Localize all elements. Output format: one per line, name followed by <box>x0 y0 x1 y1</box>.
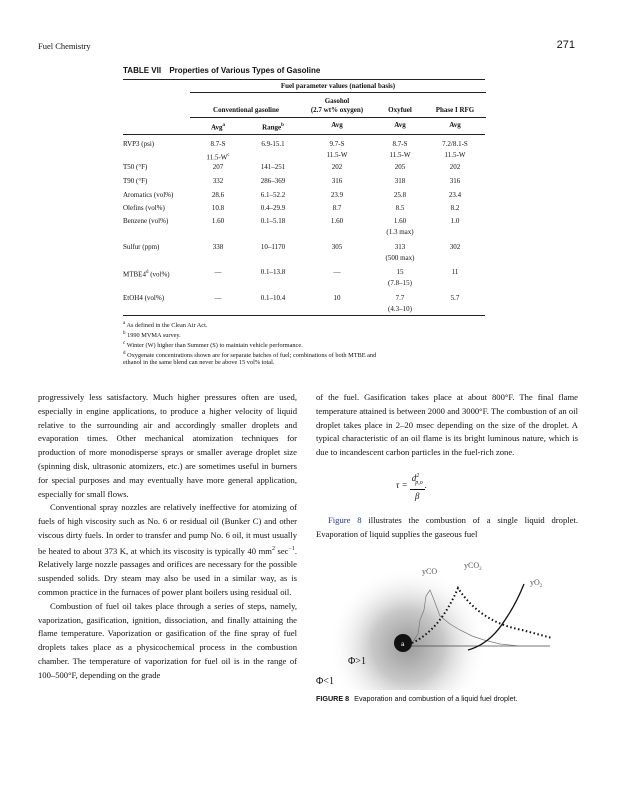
subhead-avg-rfg: Avg <box>449 121 461 129</box>
row-label: MTBE4$^d$ (vol%) <box>123 270 170 279</box>
cell-oxyfuel: 15 <box>396 268 404 276</box>
cell-gasohol: 9.7-S <box>329 140 345 148</box>
cell-avg: 1.60 <box>211 217 225 225</box>
cell-oxyfuel: 11.5-W <box>389 151 411 159</box>
header-bottom-rule <box>123 134 485 135</box>
cell-oxyfuel-max: (500 max) <box>385 254 415 262</box>
table-footnote: $^c$ Winter (W) higher than Summer (S) to maintain vehicle performance. <box>123 341 303 350</box>
table-title: Properties of Various Types of Gasoline <box>169 66 321 75</box>
cell-oxyfuel-range: (7.8–15) <box>388 279 412 287</box>
cell-range: 0.1–13.8 <box>260 268 286 276</box>
cell-rfg: 8.2 <box>450 204 460 212</box>
table-spanner: Fuel parameter values (national basis) <box>280 82 396 90</box>
label-yo2: $yO_2$ <box>530 578 543 589</box>
cell-oxyfuel-range: (4.3–10) <box>388 305 412 313</box>
subhead-range: Range$^b$ <box>262 123 284 132</box>
cell-avg: 8.7-S <box>210 140 226 148</box>
cell-range: 0.1–5.18 <box>260 217 286 225</box>
figure-caption <box>316 694 518 703</box>
cell-range: 286–369 <box>260 177 286 185</box>
row-label: EtOH4 (vol%) <box>123 294 165 302</box>
table-top-rule <box>123 79 485 80</box>
cell-oxyfuel: 8.5 <box>395 204 405 212</box>
figure-label: FIGURE 8 <box>316 694 350 703</box>
cell-rfg: 316 <box>449 177 461 185</box>
cell-avg: — <box>214 294 222 302</box>
group-rule <box>190 117 486 118</box>
cell-gasohol: 316 <box>331 177 343 185</box>
paragraph: progressively less satisfactory. Much higher pressures often are used, especially in engine applications, to produce a higher velocity of liquid relative to the surrounding air and accordingly smaller droplets and evaporation times. Other mechanical atomization techniques for production of more monodisperse sprays or smaller average droplet size (spinning disk, ultrasonic atomizers, etc.) are sometimes useful in burners for special purposes and may eventually have more general application, especially for small flows. <box>38 392 297 499</box>
cell-oxyfuel: 205 <box>394 163 406 171</box>
cell-oxyfuel: 318 <box>394 177 406 185</box>
cell-avg: 207 <box>212 163 224 171</box>
cell-oxyfuel-max: (1.3 max) <box>386 228 414 236</box>
table-caption <box>123 66 320 75</box>
row-label: T90 (°F) <box>123 177 148 185</box>
cell-rfg: 302 <box>449 243 461 251</box>
label-phi-gt-1: Φ>1 <box>348 656 366 667</box>
group-conventional: Conventional gasoline <box>213 106 279 114</box>
cell-oxyfuel: 1.60 <box>393 217 407 225</box>
row-label: Benzene (vol%) <box>123 217 169 225</box>
table-bottom-rule <box>123 315 485 316</box>
group-oxyfuel: Oxyfuel <box>388 106 412 114</box>
cell-avg: — <box>214 268 222 276</box>
table-footnote: $^b$ 1990 MVMA survey. <box>123 331 181 340</box>
group-gasohol-2: (2.7 wt% oxygen) <box>310 106 364 114</box>
cell-range: 10–1170 <box>260 243 286 251</box>
cell-oxyfuel: 8.7-S <box>392 140 408 148</box>
cell-gasohol: 305 <box>331 243 343 251</box>
paragraph: Figure 8 illustrates the combustion of a single liquid droplet. Evaporation of liquid supplies the gaseous fuel <box>316 514 579 539</box>
cell-avg: 28.6 <box>211 191 225 199</box>
cell-oxyfuel: 7.7 <box>395 294 405 302</box>
figure-caption-text: Evaporation and combustion of a liquid fuel droplet. <box>354 694 518 703</box>
table-label: TABLE VII <box>123 66 162 75</box>
cell-gasohol: 23.9 <box>330 191 344 199</box>
cell-avg: 10.8 <box>211 204 225 212</box>
row-label: RVP3 (psi) <box>123 140 155 148</box>
subhead-avg-oxyfuel: Avg <box>394 121 406 129</box>
cell-oxyfuel: 25.8 <box>393 191 407 199</box>
cell-oxyfuel: 313 <box>394 243 406 251</box>
cell-avg: $11.5-W^c$ <box>206 153 230 162</box>
label-yco2: yCO$_2$ <box>464 561 482 572</box>
paragraph: of the fuel. Gasification takes place at about 800°F. The final flame temperature attained is between 2000 and 3000°F. The combustion of an oil droplet takes place in 2–20 msec depending on the size of the droplet. A typical characteristic of an oil flame is its bright luminous nature, which is due to incandescent carbon particles in the fuel-rich zone. <box>316 392 578 458</box>
cell-range: 0.4–29.9 <box>260 204 286 212</box>
cell-rfg: 1.0 <box>450 217 460 225</box>
body-column-left <box>38 391 297 683</box>
body-column-right <box>316 391 578 542</box>
cell-avg: 332 <box>212 177 224 185</box>
cell-range: 141–251 <box>260 163 286 171</box>
cell-gasohol: 10 <box>333 294 341 302</box>
figure-8-link[interactable]: Figure 8 <box>328 514 362 525</box>
subhead-avg: Avg$^a$ <box>210 123 226 132</box>
cell-range: 0.1–10.4 <box>260 294 286 302</box>
row-label: T50 (°F) <box>123 163 148 171</box>
paragraph: Conventional spray nozzles are relatively ineffective for atomizing of fuels of high viscosity such as No. 6 or residual oil (Bunker C) and other viscous dirty fuels. In order to transfer and pump No. 6 oil, it must usually be heated to about 373 K, at which its viscosity is typically 40 $mm^2$ $\sec^{-1}$. Relatively large nozzle passages and orifices are necessary for the possible suspended solids. Dry steam may also be used in a similar way, as is common practice in the furnaces of power plant boilers using residual oil. <box>38 502 297 598</box>
cell-gasohol: 8.7 <box>332 204 342 212</box>
cell-rfg: 23.4 <box>448 191 462 199</box>
row-label: Aromatics (vol%) <box>123 191 174 199</box>
subhead-avg-gasohol: Avg <box>331 121 343 129</box>
cell-range: 6.1–52.2 <box>260 191 286 199</box>
table-footnote: ethanol in the same blend can never be above 15 vol% total. <box>123 359 275 366</box>
table-footnote: $^d$ Oxygenate concentrations shown are for separate batches of fuel; combinations of both MTBE and <box>123 351 377 360</box>
cell-gasohol: 11.5-W <box>326 151 348 159</box>
cell-avg: 338 <box>212 243 224 251</box>
figure-8-diagram <box>300 560 562 690</box>
row-label: Olefins (vol%) <box>123 204 165 212</box>
cell-rfg: 5.7 <box>450 294 460 302</box>
droplet-label: a <box>401 642 405 648</box>
cell-rfg: 11 <box>451 268 459 276</box>
group-gasohol-1: Gasohol <box>324 97 350 105</box>
page-number: 271 <box>556 39 575 51</box>
flame-halo <box>328 566 488 690</box>
row-label: Sulfur (ppm) <box>123 243 160 251</box>
paragraph: Combustion of fuel oil takes place through a series of steps, namely, vaporization, gasification, ignition, dissociation, and finally attaining the flame temperature. Vaporization or gasification of the fine spray of fuel droplets takes place as a physicochemical process in the combustion chamber. The temperature of vaporization for fuel oil is in the range of 100–500°F, depending on the grade <box>38 600 297 680</box>
cell-gasohol: 202 <box>331 163 343 171</box>
group-rfg: Phase I RFG <box>435 106 475 114</box>
equation-tau: τ = $\frac{d^2_{p,o}}{\beta}$ . <box>396 470 427 502</box>
cell-gasohol: 1.60 <box>330 217 344 225</box>
running-title: Fuel Chemistry <box>38 41 91 51</box>
cell-rfg: 202 <box>449 163 461 171</box>
table-footnote: $^a$ As defined in the Clean Air Act. <box>123 321 208 330</box>
label-yco: yCO <box>422 567 438 576</box>
cell-gasohol: — <box>333 268 341 276</box>
running-head <box>0 41 617 55</box>
cell-rfg: 7.2/8.1-S <box>442 140 468 148</box>
label-phi-lt-1: Φ<1 <box>316 676 334 687</box>
spanner-rule <box>190 92 486 93</box>
cell-range: 6.9-15.1 <box>261 140 285 148</box>
cell-rfg: 11.5-W <box>444 151 466 159</box>
